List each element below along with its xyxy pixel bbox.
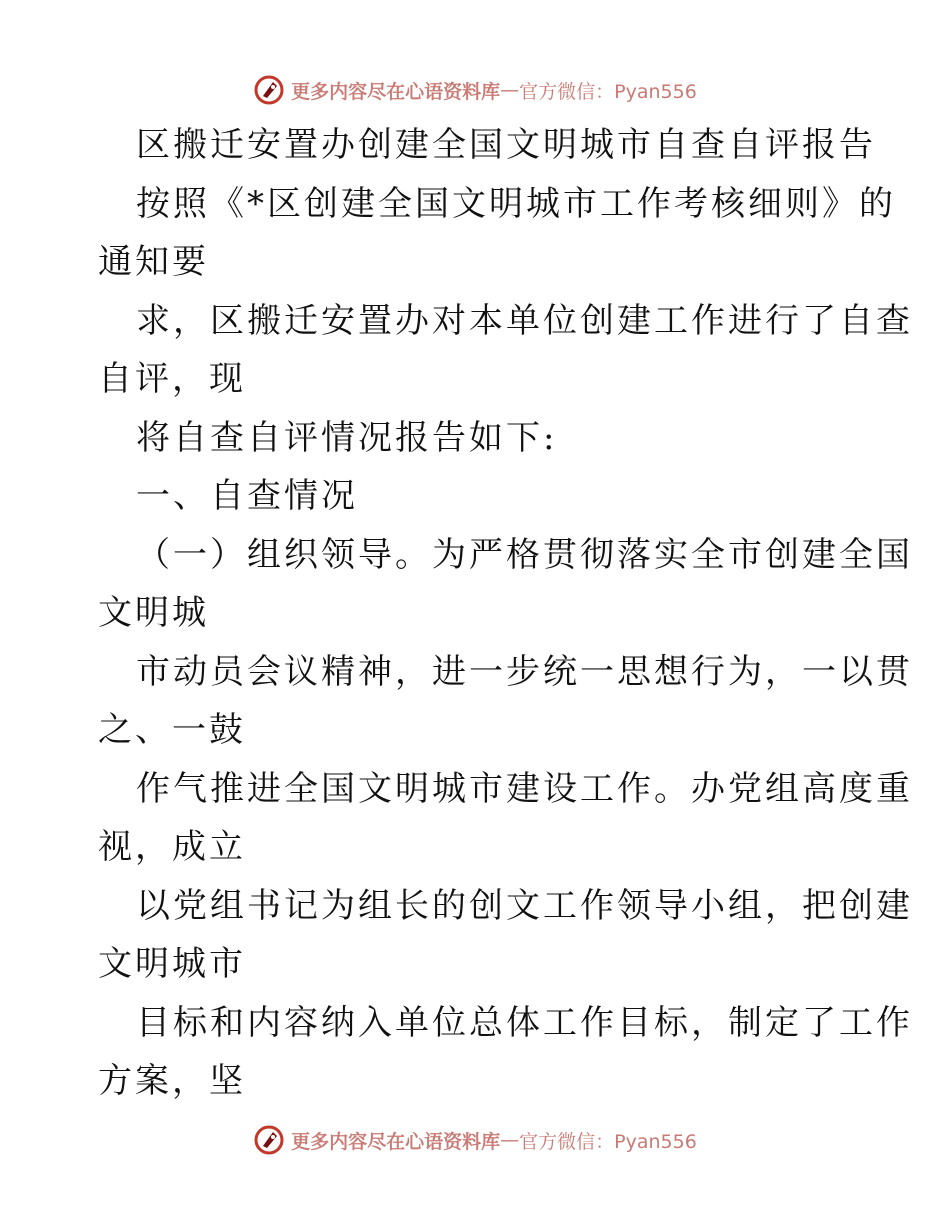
paragraph-line: 文明城 [98, 593, 209, 633]
paragraph-line: 之、一鼓 [98, 710, 246, 750]
paragraph-line: 作气推进全国文明城市建设工作。办党组高度重 [136, 768, 913, 809]
paragraph-line: 求，区搬迁安置办对本单位创建工作进行了自查 [136, 300, 913, 341]
paragraph-line: 视，成立 [98, 827, 246, 867]
watermark-wechat-text: 官方微信：Pyan556 [519, 1130, 697, 1153]
paragraph-line: （一）组织领导。为严格贯彻落实全市创建全国 [136, 534, 913, 575]
section-heading: 一、自查情况 [136, 476, 358, 516]
paragraph-line: 自评，现 [98, 359, 246, 399]
paragraph-line: 将自查自评情况报告如下: [136, 417, 558, 458]
paragraph-line: 目标和内容纳入单位总体工作目标，制定了工作 [136, 1002, 913, 1043]
paragraph-line: 方案，坚 [98, 1061, 246, 1101]
watermark-header [0, 70, 950, 110]
paragraph-line: 市动员会议精神，进一步统一思想行为，一以贯 [136, 651, 913, 692]
watermark-promo-text: 更多内容尽在心语资料库 [291, 80, 501, 103]
document-body [98, 116, 913, 1111]
pen-nib-logo-icon [253, 74, 285, 106]
watermark-promo-text: 更多内容尽在心语资料库 [291, 1130, 501, 1153]
paragraph-line: 按照《*区创建全国文明城市工作考核细则》的 [136, 183, 896, 224]
watermark-dash: — [500, 79, 520, 101]
pen-nib-logo-icon [253, 1124, 285, 1156]
paragraph-line: 文明城市 [98, 944, 246, 984]
paragraph-line: 以党组书记为组长的创文工作领导小组，把创建 [136, 885, 913, 926]
watermark-footer [0, 1120, 950, 1160]
watermark-wechat-text: 官方微信：Pyan556 [519, 80, 697, 103]
watermark-dash: — [500, 1129, 520, 1151]
document-title: 区搬迁安置办创建全国文明城市自查自评报告 [136, 125, 876, 165]
paragraph-line: 通知要 [98, 242, 209, 282]
